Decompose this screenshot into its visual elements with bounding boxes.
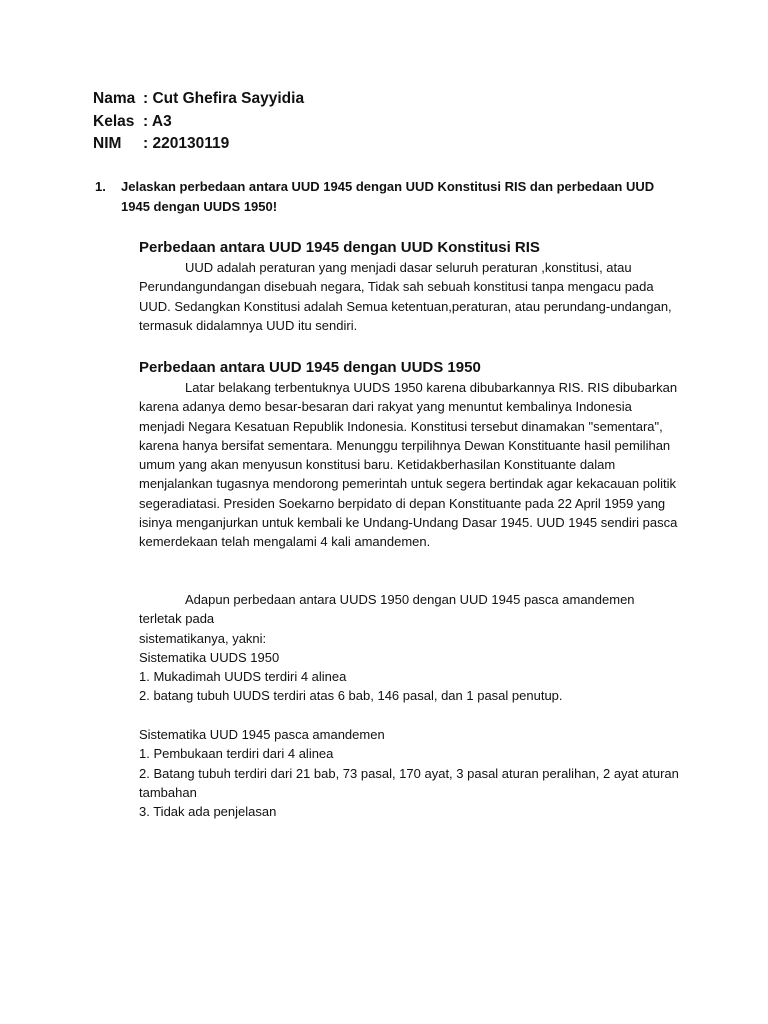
list-item: 1. Pembukaan terdiri dari 4 alinea [139, 746, 334, 762]
question-text: Jelaskan perbedaan antara UUD 1945 dengan UUD Konstitusi RIS dan perbedaan UUD 1945 dengan UUDS 1950! [121, 179, 655, 214]
section-uuds [139, 358, 679, 552]
nama-label: Nama [93, 90, 136, 107]
question-item [95, 177, 675, 217]
kelas-value: : A3 [143, 112, 172, 130]
nim-value: : 220130119 [143, 135, 230, 152]
section-uuds-body: Latar belakang terbentuknya UUDS 1950 karena dibubarkannya RIS. RIS dibubarkan karena adanya demo besar-besaran dari rakyat yang menuntut kembalinya Indonesia menjadi Negara Kesatuan Republik Indonesia. Konstitusi tersebut dinamakan "sementara", karena hanya bersifat sementara. Menunggu terpilihnya Dewan Konstituante hasil pemilihan umum yang akan menyusun konstitusi baru. Ketidakberhasilan Konstituante dalam menjalankan tugasnya mendorong pemerintah untuk segera bertindak agar kekacauan politik segeradiatasi. Presiden Soekarno berpidato di depan Konstituante pada 22 April 1959 yang isinya menganjurkan untuk kembali ke Undang-Undang Dasar 1945. UUD 1945 sendiri pasca kemerdekaan telah mengalami 4 kali amandemen. [139, 380, 678, 550]
comparison-intro-line2: terletak pada [139, 611, 215, 627]
comparison-block [139, 590, 679, 822]
uuds-heading: Sistematika UUDS 1950 [139, 649, 280, 665]
spacer [139, 706, 679, 725]
list-item: 2. batang tubuh UUDS terdiri atas 6 bab, 146 pasal, dan 1 pasal penutup. [139, 688, 563, 704]
section-ris-body: UUD adalah peraturan yang menjadi dasar seluruh peraturan ,konstitusi, atau Perundangundangan disebuah negara, Tidak sah sebuah konstitusi tanpa mengacu pada UUD. Sedangkan Konstitusi adalah Semua ketentuan,peraturan, atau perundang-undangan, termasuk didalamnya UUD itu sendiri. [139, 260, 672, 333]
list-item: 2. Batang tubuh terdiri dari 21 bab, 73 pasal, 170 ayat, 3 pasal aturan peralihan, 2 ayat aturan tambahan [139, 765, 679, 800]
nama-row [93, 88, 304, 111]
nama-value: : Cut Ghefira Sayyidia [143, 90, 305, 107]
section-ris [139, 238, 679, 335]
kelas-row [93, 111, 304, 134]
question-number: 1. [95, 179, 106, 194]
section-uuds-title: Perbedaan antara UUD 1945 dengan UUDS 1950 [139, 359, 481, 376]
nim-label: NIM [93, 135, 122, 152]
kelas-label: Kelas [93, 112, 135, 130]
section-ris-title: Perbedaan antara UUD 1945 dengan UUD Konstitusi RIS [139, 239, 540, 256]
list-item: 1. Mukadimah UUDS terdiri 4 alinea [139, 669, 347, 685]
uud-heading: Sistematika UUD 1945 pasca amandemen [139, 727, 385, 743]
list-item: 3. Tidak ada penjelasan [139, 804, 277, 820]
nim-row [93, 133, 304, 156]
comparison-intro-line1: Adapun perbedaan antara UUDS 1950 dengan UUD 1945 pasca amandemen [185, 592, 635, 607]
student-identity [93, 88, 304, 156]
comparison-intro-line3: sistematikanya, yakni: [139, 630, 267, 646]
